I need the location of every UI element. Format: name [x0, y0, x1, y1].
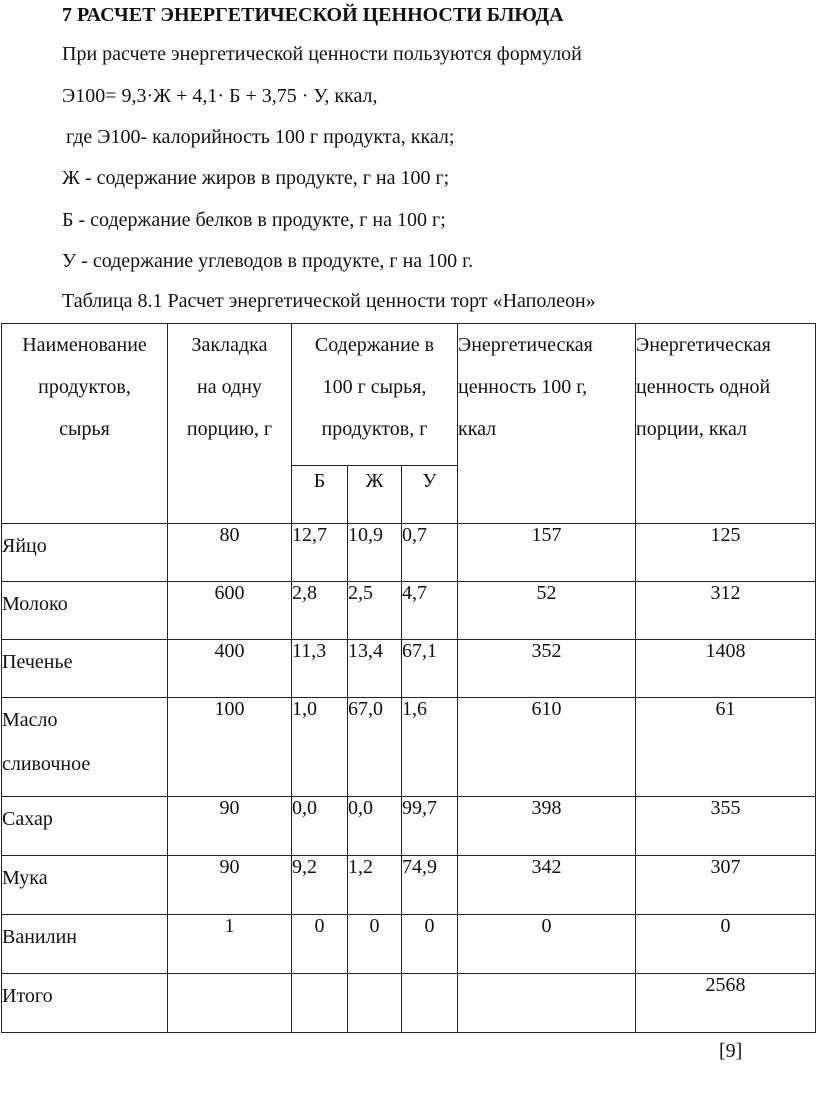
cell-portion: 400	[168, 640, 292, 698]
header-protein: Б	[292, 466, 348, 524]
cell-empty	[168, 974, 292, 1033]
cell-name: Ванилин	[2, 915, 168, 974]
cell-fat: 1,2	[348, 856, 402, 915]
cell-energy-portion: 355	[636, 797, 816, 856]
cell-protein: 0	[292, 915, 348, 974]
cell-carbs: 1,6	[402, 698, 458, 797]
header-energy-100g	[458, 324, 636, 524]
table-row	[2, 856, 816, 915]
header-name-line1: Наименование	[22, 334, 147, 356]
header-eportion-line3: порции, ккал	[636, 418, 747, 440]
cell-name: Печенье	[2, 640, 168, 698]
cell-protein: 12,7	[292, 524, 348, 582]
cell-carbs: 0,7	[402, 524, 458, 582]
header-content-line3: продуктов, г	[321, 418, 428, 440]
header-content	[292, 324, 458, 466]
cell-energy-portion: 0	[636, 915, 816, 974]
cell-portion: 600	[168, 582, 292, 640]
cell-portion: 80	[168, 524, 292, 582]
cell-energy-portion: 312	[636, 582, 816, 640]
cell-energy-100g: 157	[458, 524, 636, 582]
definition-fat: Ж - содержание жиров в продукте, г на 100 г;	[62, 167, 450, 189]
header-eportion-line1: Энергетическая	[636, 334, 771, 356]
cell-carbs: 4,7	[402, 582, 458, 640]
definition-carbs: У - содержание углеводов в продукте, г на 100 г.	[62, 250, 474, 272]
cell-portion: 90	[168, 797, 292, 856]
cell-protein: 11,3	[292, 640, 348, 698]
cell-energy-100g: 342	[458, 856, 636, 915]
cell-fat: 0	[348, 915, 402, 974]
cell-name-line2: сливочное	[2, 753, 91, 775]
cell-empty	[402, 974, 458, 1033]
cell-protein: 1,0	[292, 698, 348, 797]
cell-empty	[348, 974, 402, 1033]
table-row	[2, 698, 816, 797]
header-energy-portion	[636, 324, 816, 524]
definition-protein: Б - содержание белков в продукте, г на 100 г;	[62, 209, 446, 231]
cell-carbs: 67,1	[402, 640, 458, 698]
cell-energy-100g: 52	[458, 582, 636, 640]
table-row	[2, 582, 816, 640]
cell-carbs: 0	[402, 915, 458, 974]
header-energy100-line1: Энергетическая	[458, 334, 593, 356]
cell-protein: 0,0	[292, 797, 348, 856]
definition-e100: где Э100- калорийность 100 г продукта, ккал;	[66, 126, 455, 148]
header-fat: Ж	[348, 466, 402, 524]
formula: Э100= 9,3·Ж + 4,1· Б + 3,75 · У, ккал,	[62, 85, 378, 107]
table-row	[2, 915, 816, 974]
cell-fat: 10,9	[348, 524, 402, 582]
header-energy100-line3: ккал	[458, 418, 497, 440]
cell-energy-100g: 610	[458, 698, 636, 797]
header-name	[2, 324, 168, 524]
cell-name: Мука	[2, 856, 168, 915]
cell-name	[2, 698, 168, 797]
table-row	[2, 797, 816, 856]
header-content-line1: Содержание в	[314, 334, 435, 356]
cell-portion: 1	[168, 915, 292, 974]
header-content-line2: 100 г сырья,	[322, 376, 427, 398]
header-portion-line1: Закладка	[191, 334, 268, 356]
cell-fat: 0,0	[348, 797, 402, 856]
cell-portion: 90	[168, 856, 292, 915]
cell-empty	[292, 974, 348, 1033]
table-row	[2, 524, 816, 582]
paragraph-intro: При расчете энергетической ценности пользуются формулой	[62, 43, 582, 65]
section-heading: 7 РАСЧЕТ ЭНЕРГЕТИЧЕСКОЙ ЦЕННОСТИ БЛЮДА	[62, 4, 564, 26]
cell-energy-portion: 125	[636, 524, 816, 582]
header-energy100-line2: ценность 100 г,	[458, 376, 588, 398]
cell-energy-100g: 398	[458, 797, 636, 856]
cell-fat: 2,5	[348, 582, 402, 640]
cell-total-label: Итого	[2, 974, 168, 1033]
cell-fat: 13,4	[348, 640, 402, 698]
cell-name-line1: Масло	[2, 709, 58, 731]
cell-name: Яйцо	[2, 524, 168, 582]
cell-energy-portion: 1408	[636, 640, 816, 698]
cell-total-energy: 2568	[636, 974, 816, 1033]
cell-name: Сахар	[2, 797, 168, 856]
cell-carbs: 99,7	[402, 797, 458, 856]
cell-energy-100g: 0	[458, 915, 636, 974]
header-name-line3: сырья	[59, 418, 110, 440]
reference-marker: [9]	[719, 1040, 743, 1062]
cell-fat: 67,0	[348, 698, 402, 797]
header-eportion-line2: ценность одной	[636, 376, 771, 398]
cell-energy-portion: 61	[636, 698, 816, 797]
cell-protein: 9,2	[292, 856, 348, 915]
table-row	[2, 640, 816, 698]
header-carbs: У	[402, 466, 458, 524]
table-caption: Таблица 8.1 Расчет энергетической ценности торт «Наполеон»	[62, 290, 596, 312]
cell-energy-100g: 352	[458, 640, 636, 698]
header-portion-line3: порцию, г	[186, 418, 273, 440]
header-portion-line2: на одну	[197, 376, 262, 398]
cell-carbs: 74,9	[402, 856, 458, 915]
header-name-line2: продуктов,	[38, 376, 131, 398]
cell-portion: 100	[168, 698, 292, 797]
cell-name: Молоко	[2, 582, 168, 640]
cell-protein: 2,8	[292, 582, 348, 640]
cell-energy-portion: 307	[636, 856, 816, 915]
energy-table	[1, 323, 816, 1033]
cell-empty	[458, 974, 636, 1033]
table-row-total	[2, 974, 816, 1033]
header-portion	[168, 324, 292, 524]
